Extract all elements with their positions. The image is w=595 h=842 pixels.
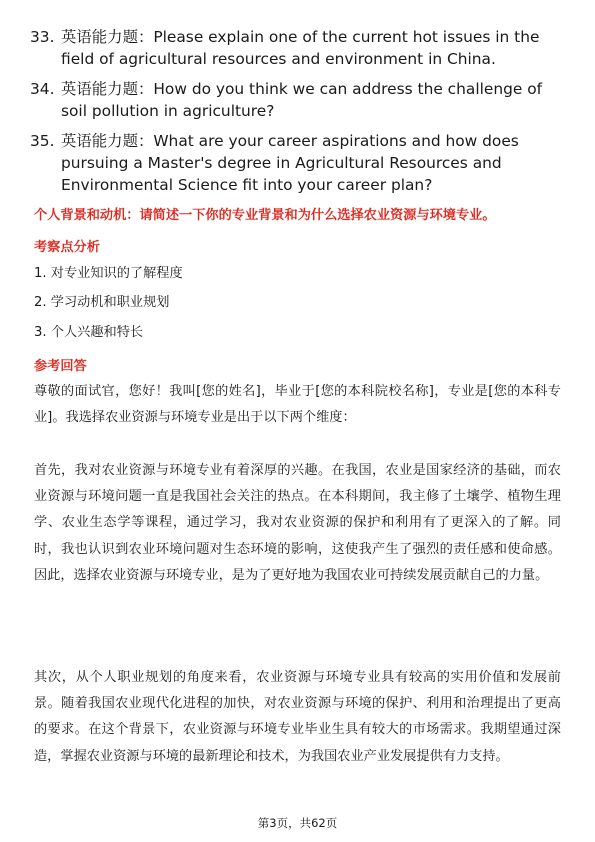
page-footer: 第3页，共62页 (257, 816, 338, 830)
analysis-item: 2. 学习动机和职业规划 (34, 295, 170, 310)
question-number: 33. (30, 28, 55, 46)
answer-heading: 参考回答 (34, 359, 87, 374)
question-text: 英语能力题：Please explain one of the current hot issues in the field of agricultural resources and environment in China. (61, 28, 540, 68)
analysis-item: 3. 个人兴趣和特长 (34, 325, 144, 340)
question-34 (30, 78, 570, 122)
answer-paragraph: 尊敬的面试官，您好！我叫[您的姓名]，毕业于[您的本科院校名称]，专业是[您的本科专业]。我选择农业资源与环境专业是出于以下两个维度： (34, 384, 561, 426)
question-33 (30, 26, 570, 70)
question-35 (30, 130, 570, 196)
answer-paragraph: 首先，我对农业资源与环境专业有着深厚的兴趣。在我国，农业是国家经济的基础，而农业资源与环境问题一直是我国社会关注的热点。在本科期间，我主修了土壤学、植物生理学、农业生态学等课程，通过学习，我对农业资源的保护和利用有了更深入的了解。同时，我也认识到农业环境问题对生态环境的影响，这使我产生了强烈的责任感和使命感。因此，选择农业资源与环境专业，是为了更好地为我国农业可持续发展贡献自己的力量。 (34, 463, 561, 583)
question-text: 英语能力题：How do you think we can address the challenge of soil pollution in agriculture? (61, 80, 543, 120)
answer-paragraph: 其次，从个人职业规划的角度来看，农业资源与环境专业具有较高的实用价值和发展前景。随着我国农业现代化进程的加快，对农业资源与环境的保护、利用和治理提出了更高的要求。在这个背景下，农业资源与环境专业毕业生具有较大的市场需求。我期望通过深造，掌握农业资源与环境的最新理论和技术，为我国农业产业发展提供有力支持。 (34, 670, 561, 764)
analysis-item: 1. 对专业知识的了解程度 (34, 266, 183, 281)
prompt-title: 个人背景和动机：请简述一下你的专业背景和为什么选择农业资源与环境专业。 (34, 208, 496, 223)
analysis-heading: 考察点分析 (34, 240, 100, 255)
question-number: 34. (30, 80, 55, 98)
question-text: 英语能力题：What are your career aspirations and how does pursuing a Master's degree in Agricultural Resources and Environmental Science fit into your career plan? (61, 132, 519, 194)
question-number: 35. (30, 132, 55, 150)
